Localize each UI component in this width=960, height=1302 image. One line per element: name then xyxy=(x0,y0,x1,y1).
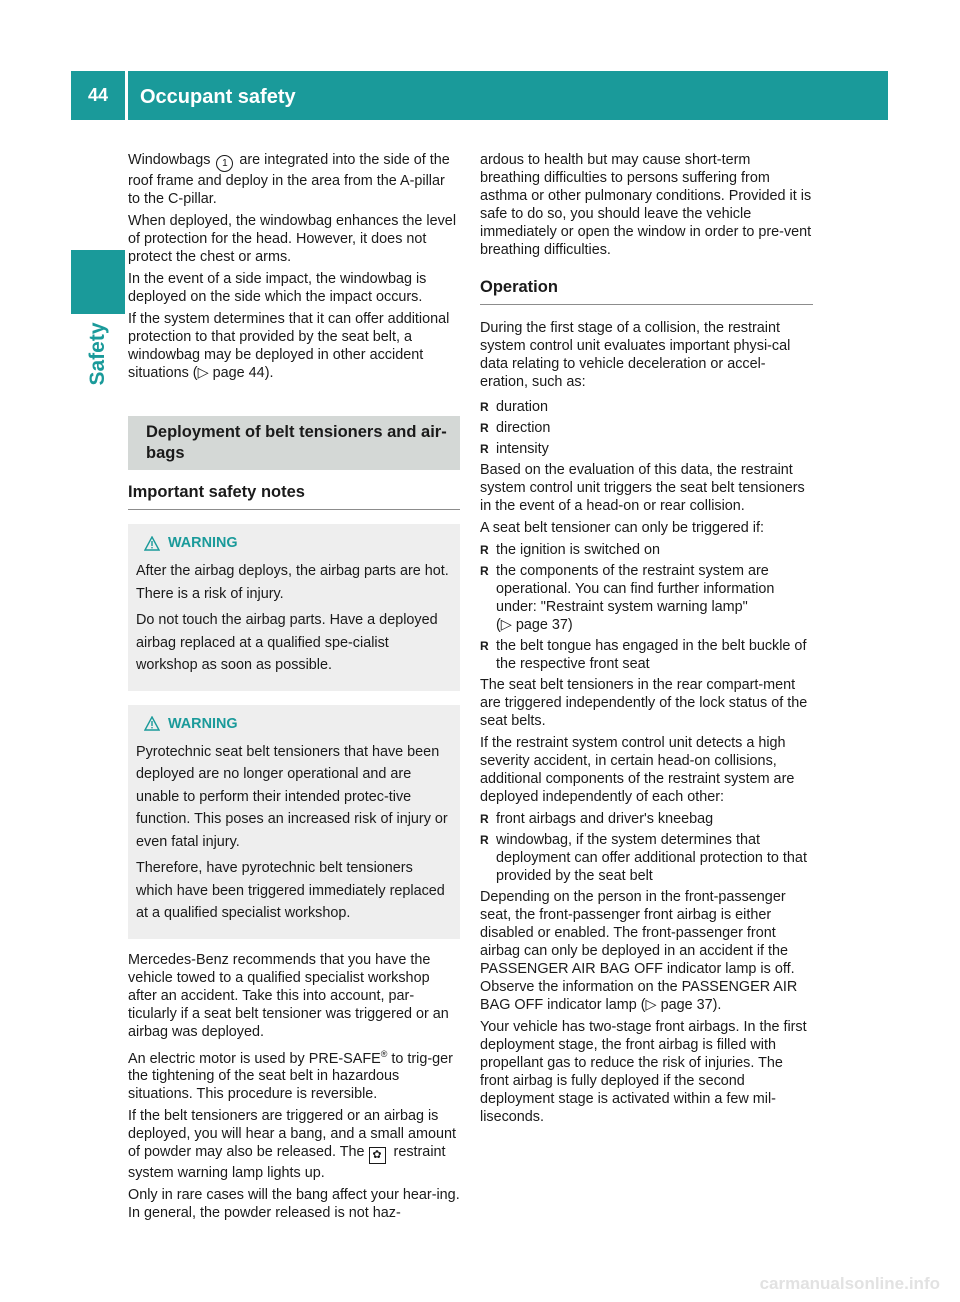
registered-mark: ® xyxy=(380,1048,388,1059)
side-tab-marker xyxy=(71,250,125,314)
page-reference-link[interactable]: ▷ page 44 xyxy=(197,365,265,381)
restraint-system-warning-icon: ✿ xyxy=(369,1147,386,1164)
warning-text: Therefore, have pyrotechnic belt tensioners which have been triggered immediately replaced at a qualified specialist workshop. xyxy=(136,860,445,921)
page-number: 44 xyxy=(87,85,109,105)
text: are integrated into the side of the roof frame and deploy in the area from the A-pillar to the C-pillar. xyxy=(128,152,450,207)
page-reference-link[interactable]: ▷ page 37 xyxy=(645,997,713,1013)
warning-label: WARNING xyxy=(168,715,238,732)
text: If the system determines that it can offer additional protection to that provided by the seat belt, a windowbag may be deployed in other accident situations ( xyxy=(128,311,450,381)
warning-box xyxy=(128,705,460,939)
text: ). xyxy=(264,365,274,381)
right-column xyxy=(480,151,813,1130)
warning-box xyxy=(128,524,460,691)
paragraph: Based on the evaluation of this data, the restraint system control unit triggers the seat belt tensioners in the event of a head-on or rear collision. xyxy=(480,462,805,514)
page-reference-link[interactable]: (▷ page 37) xyxy=(496,617,573,633)
paragraph xyxy=(128,310,460,382)
paragraph: The seat belt tensioners in the rear compart-ment are triggered independently of the lock status of the seat belts. xyxy=(480,677,808,729)
paragraph: Mercedes-Benz recommends that you have the vehicle towed to a qualified specialist workshop after an accident. Take this into account, par-ticularly if a seat belt tensioner was triggered or an airbag was deployed. xyxy=(128,951,449,1040)
callout-1-icon: 1 xyxy=(216,155,233,172)
paragraph: Your vehicle has two-stage front airbags. In the first deployment stage, the front airbag is filled with propellant gas to reduce the risk of injuries. The front airbag is fully deployed if the second deployment stage is activated within a few mil-liseconds. xyxy=(480,1019,807,1125)
list-item: R the ignition is switched on xyxy=(480,541,813,559)
page-title: Occupant safety xyxy=(140,86,296,108)
subheading: Important safety notes xyxy=(128,482,460,510)
list-item xyxy=(480,562,813,634)
text: the components of the restraint system are operational. You can find further information under: "Restraint system warning lamp" xyxy=(496,563,775,615)
warning-header xyxy=(136,534,452,552)
warning-text: Do not touch the airbag parts. Have a deployed airbag replaced at a qualified spe-cialist workshop as soon as possible. xyxy=(136,612,438,673)
subheading: Operation xyxy=(480,277,813,305)
side-tab xyxy=(71,314,125,394)
paragraph xyxy=(128,1045,460,1104)
text: An electric motor is used by PRE-SAFE xyxy=(128,1050,381,1067)
paragraph: When deployed, the windowbag enhances the level of protection for the head. However, it does not protect the chest or arms. xyxy=(128,213,457,265)
paragraph: If the restraint system control unit detects a high severity accident, in certain head-on collisions, additional components of the restraint system are deployed independently of each other: xyxy=(480,735,795,805)
text: Windowbags xyxy=(128,152,215,168)
text: If the belt tensioners are triggered or an airbag is deployed, you will hear a bang, and a small amount of powder may also be released. The xyxy=(128,1108,456,1161)
warning-text: After the airbag deploys, the airbag parts are hot. There is a risk of injury. xyxy=(136,563,449,602)
list-item: R front airbags and driver's kneebag xyxy=(480,810,813,828)
warning-text: Pyrotechnic seat belt tensioners that have been deployed are no longer operational and are unable to perform their intended protec-tive function. This poses an increased risk of injury or even fatal injury. xyxy=(136,743,448,850)
text: ). xyxy=(712,997,722,1013)
paragraph xyxy=(128,1107,460,1182)
list-item: R windowbag, if the system determines that deployment can offer additional protection to that provided by the seat belt xyxy=(480,831,813,885)
warning-triangle-icon xyxy=(144,716,160,731)
header-divider xyxy=(125,71,128,120)
paragraph: In the event of a side impact, the windowbag is deployed on the side which the impact occurs. xyxy=(128,271,427,305)
paragraph: Only in rare cases will the bang affect your hear-ing. In general, the powder released is not haz- xyxy=(128,1187,460,1222)
text: to trig-ger the tightening of the seat belt in hazardous situations. This procedure is reversible. xyxy=(128,1050,453,1103)
text: Depending on the person in the front-passenger seat, the front-passenger front airbag is either disabled or enabled. The front-passenger front airbag can only be deployed in an accident if the PASSENGER AIR BAG OFF indicator lamp is off. Observe the information on the PASSENGER AIR BAG OFF indicator lamp ( xyxy=(480,889,798,1013)
list-item: R intensity xyxy=(480,440,813,458)
left-column xyxy=(128,151,460,1226)
text: restraint system warning lamp lights up. xyxy=(128,1144,446,1182)
list-item: R duration xyxy=(480,398,813,416)
paragraph xyxy=(128,151,460,208)
warning-label: WARNING xyxy=(168,535,238,551)
section-heading: Deployment of belt tensioners and air-bags xyxy=(128,416,460,470)
side-tab-label: Safety xyxy=(86,322,109,386)
warning-header xyxy=(136,715,452,733)
paragraph: During the first stage of a collision, the restraint system control unit evaluates important physi-cal data relating to vehicle deceleration or accel-eration, such as: xyxy=(480,320,791,390)
paragraph: A seat belt tensioner can only be triggered if: xyxy=(480,520,764,536)
watermark: carmanualsonline.info xyxy=(759,1274,940,1293)
warning-triangle-icon xyxy=(144,536,160,551)
paragraph: ardous to health but may cause short-term breathing difficulties to persons suffering from asthma or other pulmonary conditions. Provided it is safe to do so, you should leave the vehicle immediately or open the window in order to pre-vent breathing difficulties. xyxy=(480,152,812,258)
list-item: R direction xyxy=(480,419,813,437)
list-item: R the belt tongue has engaged in the belt buckle of the respective front seat xyxy=(480,637,813,673)
paragraph xyxy=(480,888,813,1014)
